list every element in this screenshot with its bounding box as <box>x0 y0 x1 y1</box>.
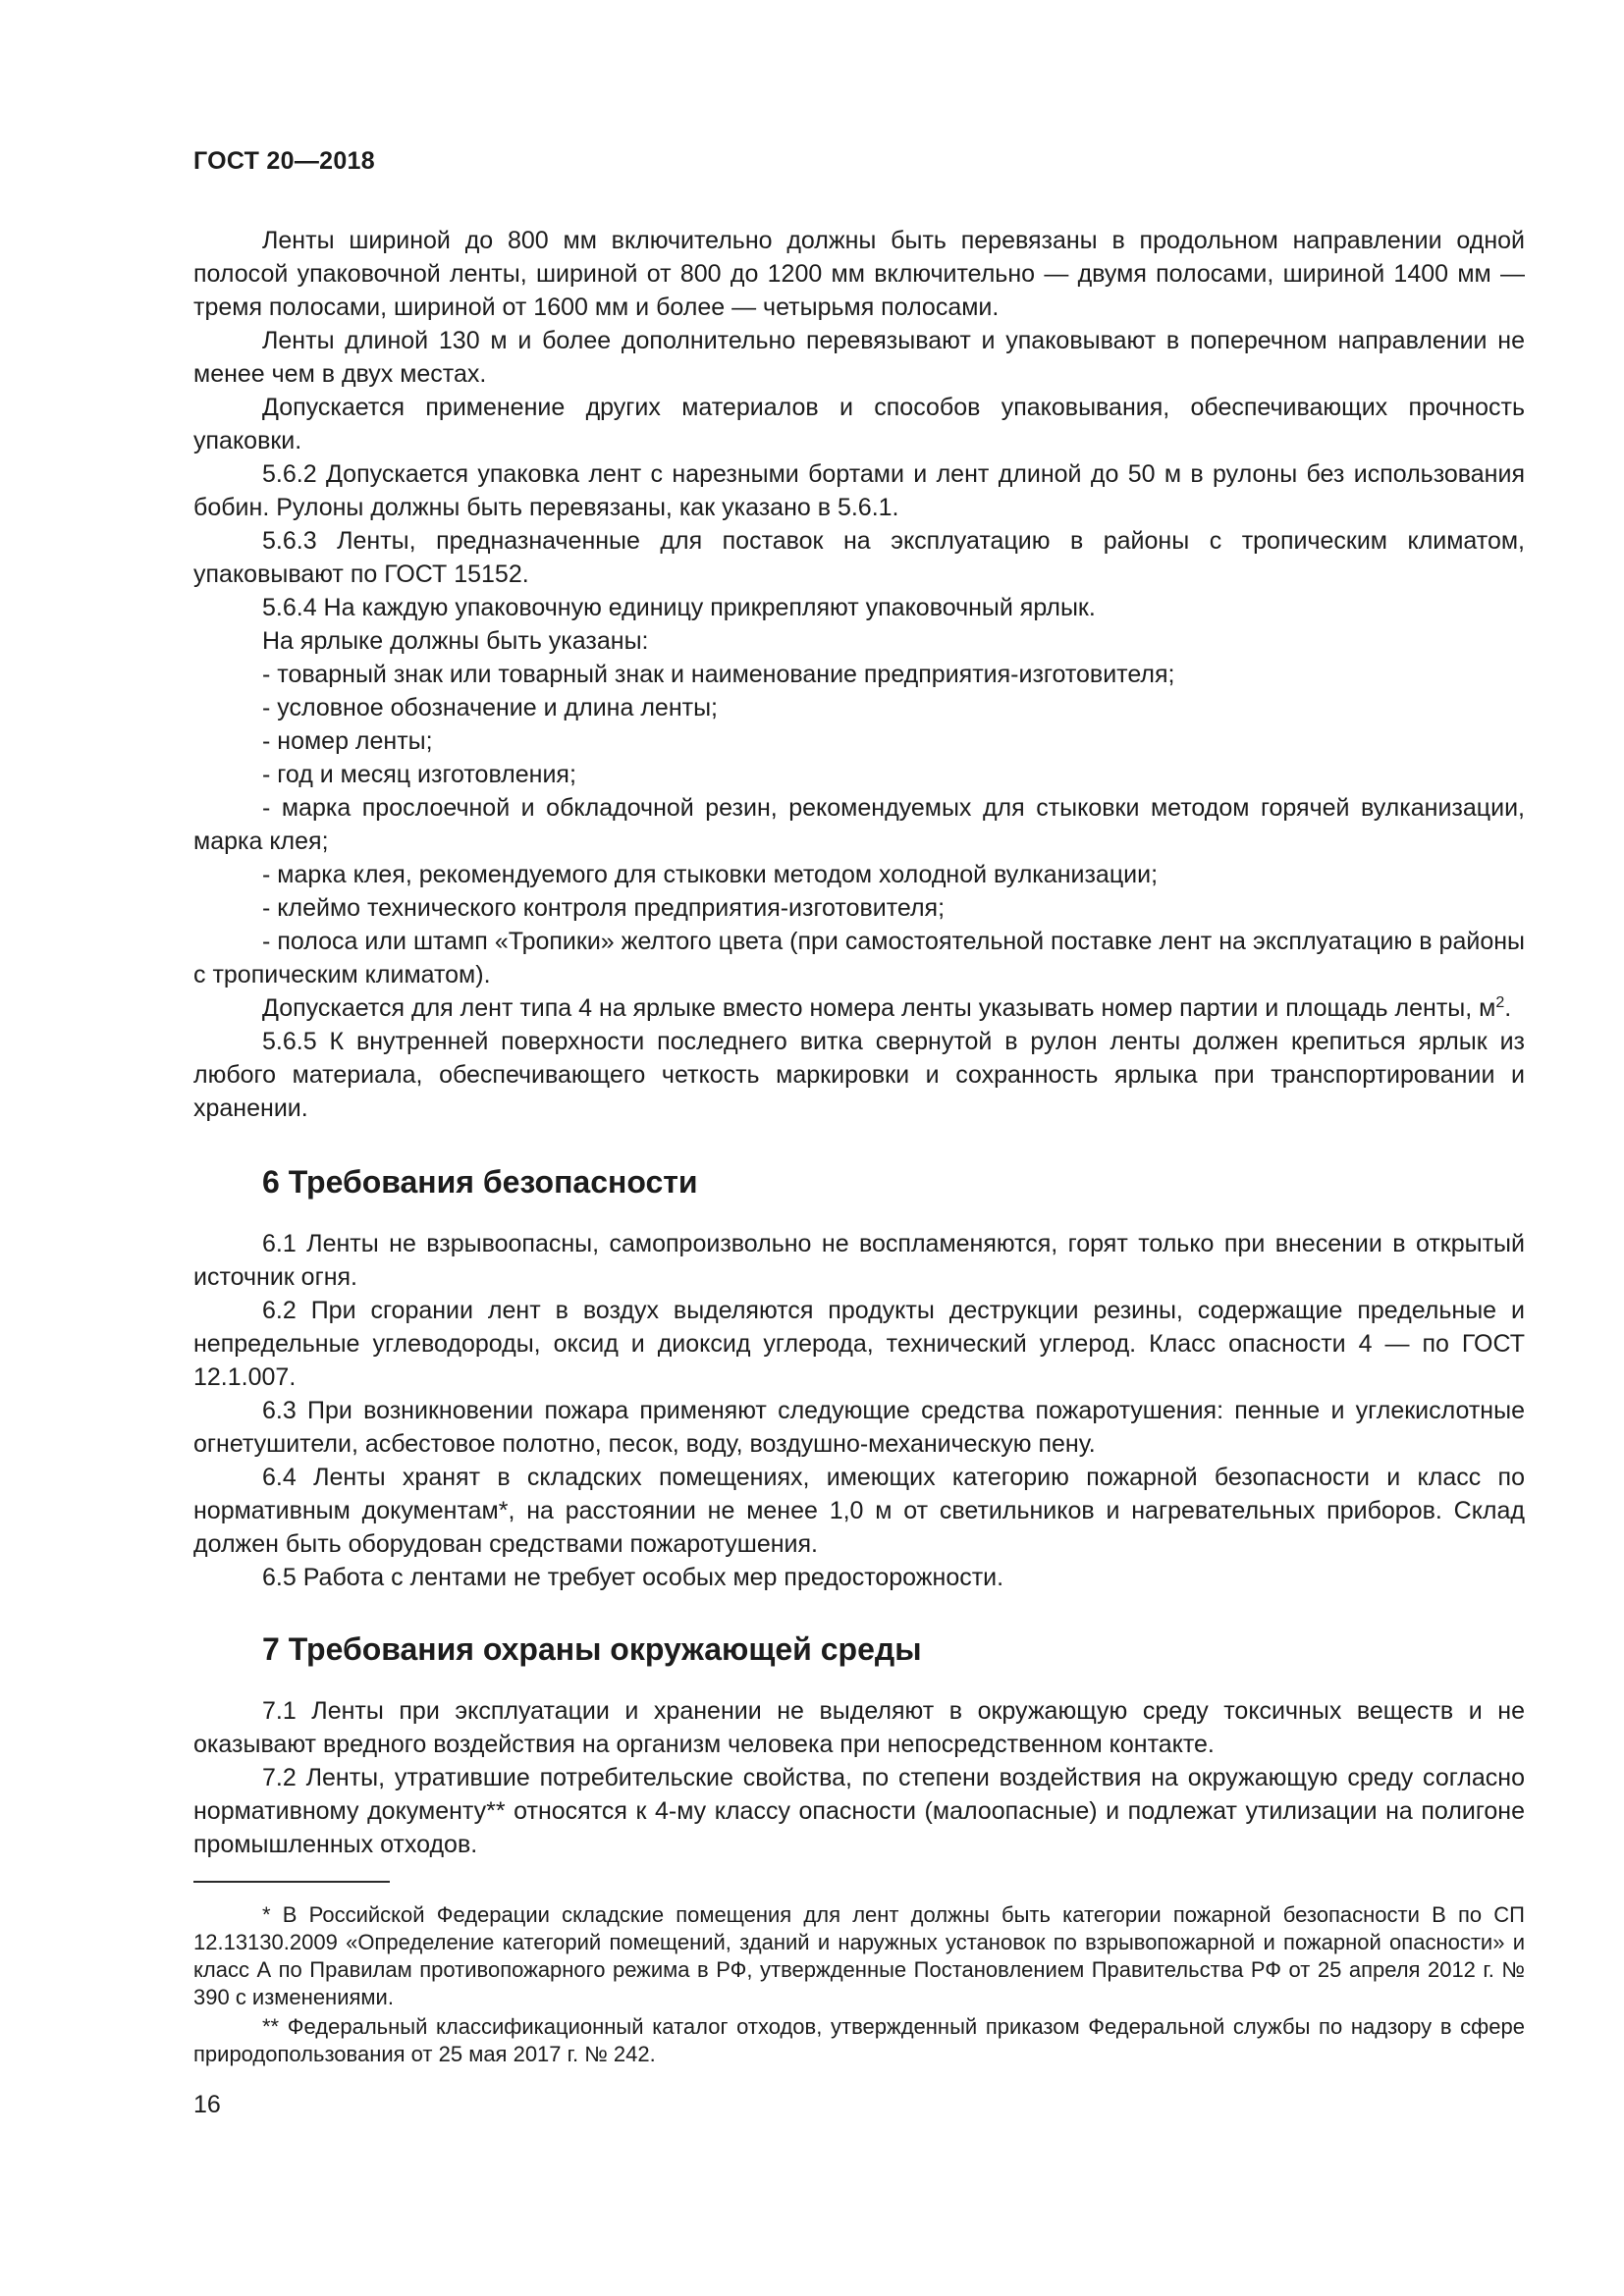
clause-6-3: 6.3 При возникновении пожара применяют следующие средства пожаротушения: пенные и углекислотные огнетушители, асбестовое полотно, песок, воду, воздушно-механическую пену. <box>193 1397 1525 1458</box>
main-text <box>193 224 1525 1861</box>
list-item: - номер ленты; <box>262 727 433 755</box>
section-7-heading: 7 Требования охраны окружающей среды <box>262 1631 922 1667</box>
paragraph: На ярлыке должны быть указаны: <box>262 627 649 655</box>
running-title: ГОСТ 20—2018 <box>193 147 375 175</box>
section-6-heading: 6 Требования безопасности <box>262 1164 698 1200</box>
clause-5-6-2: 5.6.2 Допускается упаковка лент с нарезными бортами и лент длиной до 50 м в рулоны без использования бобин. Рулоны должны быть перевязаны, как указано в 5.6.1. <box>193 460 1525 521</box>
page-number: 16 <box>193 2091 221 2118</box>
clause-6-2: 6.2 При сгорании лент в воздух выделяются продукты деструкции резины, содержащие предельные и непредельные углеводороды, оксид и диоксид углерода, технический углерод. Класс опасности 4 — по ГОСТ 12.1.007. <box>193 1297 1525 1391</box>
clause-5-6-3: 5.6.3 Ленты, предназначенные для поставок на эксплуатацию в районы с тропическим климатом, упаковывают по ГОСТ 15152. <box>193 527 1525 588</box>
list-item: - условное обозначение и длина ленты; <box>262 694 718 721</box>
list-item: - марка прослоечной и обкладочной резин, рекомендуемых для стыковки методом горячей вулканизации, марка клея; <box>193 794 1525 855</box>
paragraph-text: Допускается для лент типа 4 на ярлыке вместо номера ленты указывать номер партии и площадь ленты, м <box>262 994 1496 1022</box>
clause-6-1: 6.1 Ленты не взрывоопасны, самопроизвольно не воспламеняются, горят только при внесении в открытый источник огня. <box>193 1230 1525 1291</box>
paragraph: Ленты шириной до 800 мм включительно должны быть перевязаны в продольном направлении одной полосой упаковочной ленты, шириной от 800 до 1200 мм включительно — двумя полосами, шириной 1400 мм — тремя полосами, шириной от 1600 мм и более — четырьмя полосами. <box>193 227 1525 321</box>
clause-6-4: 6.4 Ленты хранят в складских помещениях, имеющих категорию пожарной безопасности и класс по нормативным документам*, на расстоянии не менее 1,0 м от светильников и нагревательных приборов. Склад должен быть оборудован средствами пожаротушения. <box>193 1464 1525 1558</box>
clause-7-1: 7.1 Ленты при эксплуатации и хранении не выделяют в окружающую среду токсичных веществ и не оказывают вредного воздействия на организм человека при непосредственном контакте. <box>193 1697 1525 1758</box>
clause-5-6-5: 5.6.5 К внутренней поверхности последнего витка свернутой в рулон ленты должен крепиться ярлык из любого материала, обеспечивающего четкость маркировки и сохранность ярлыка при транспортировании и хранении. <box>193 1028 1525 1122</box>
list-item: - полоса или штамп «Тропики» желтого цвета (при самостоятельной поставке лент на эксплуатацию в районы с тропическим климатом). <box>193 928 1525 988</box>
paragraph: Допускается применение других материалов и способов упаковывания, обеспечивающих прочность упаковки. <box>193 394 1525 454</box>
clause-7-2: 7.2 Ленты, утратившие потребительские свойства, по степени воздействия на окружающую среду согласно нормативному документу** относятся к 4-му классу опасности (малоопасные) и подлежат утилизации на полигоне промышленных отходов. <box>193 1764 1525 1858</box>
list-item: - год и месяц изготовления; <box>262 761 576 788</box>
superscript: 2 <box>1495 994 1505 1011</box>
list-item: - товарный знак или товарный знак и наименование предприятия-изготовителя; <box>262 661 1175 688</box>
clause-6-5: 6.5 Работа с лентами не требует особых мер предосторожности. <box>262 1564 1004 1591</box>
footnote-divider <box>193 1881 390 1883</box>
list-item: - клеймо технического контроля предприятия-изготовителя; <box>262 894 946 922</box>
paragraph <box>193 991 1525 1025</box>
footnote-1: * В Российской Федерации складские помещения для лент должны быть категории пожарной безопасности В по СП 12.13130.2009 «Определение категорий помещений, зданий и наружных установок по взрывопожарной и пожарной опасности» и класс А по Правилам противопожарного режима в РФ, утвержденные Постановлением Правительства РФ от 25 апреля 2012 г. № 390 с изменениями. <box>193 1902 1525 2009</box>
footnote-2: ** Федеральный классификационный каталог отходов, утвержденный приказом Федеральной службы по надзору в сфере природопользования от 25 мая 2017 г. № 242. <box>193 2014 1525 2066</box>
list-item: - марка клея, рекомендуемого для стыковки методом холодной вулканизации; <box>262 861 1159 888</box>
paragraph-end: . <box>1504 994 1512 1022</box>
paragraph: Ленты длиной 130 м и более дополнительно перевязывают и упаковывают в поперечном направлении не менее чем в двух местах. <box>193 327 1525 388</box>
footnotes <box>193 1901 1525 2070</box>
clause-5-6-4: 5.6.4 На каждую упаковочную единицу прикрепляют упаковочный ярлык. <box>262 594 1096 621</box>
